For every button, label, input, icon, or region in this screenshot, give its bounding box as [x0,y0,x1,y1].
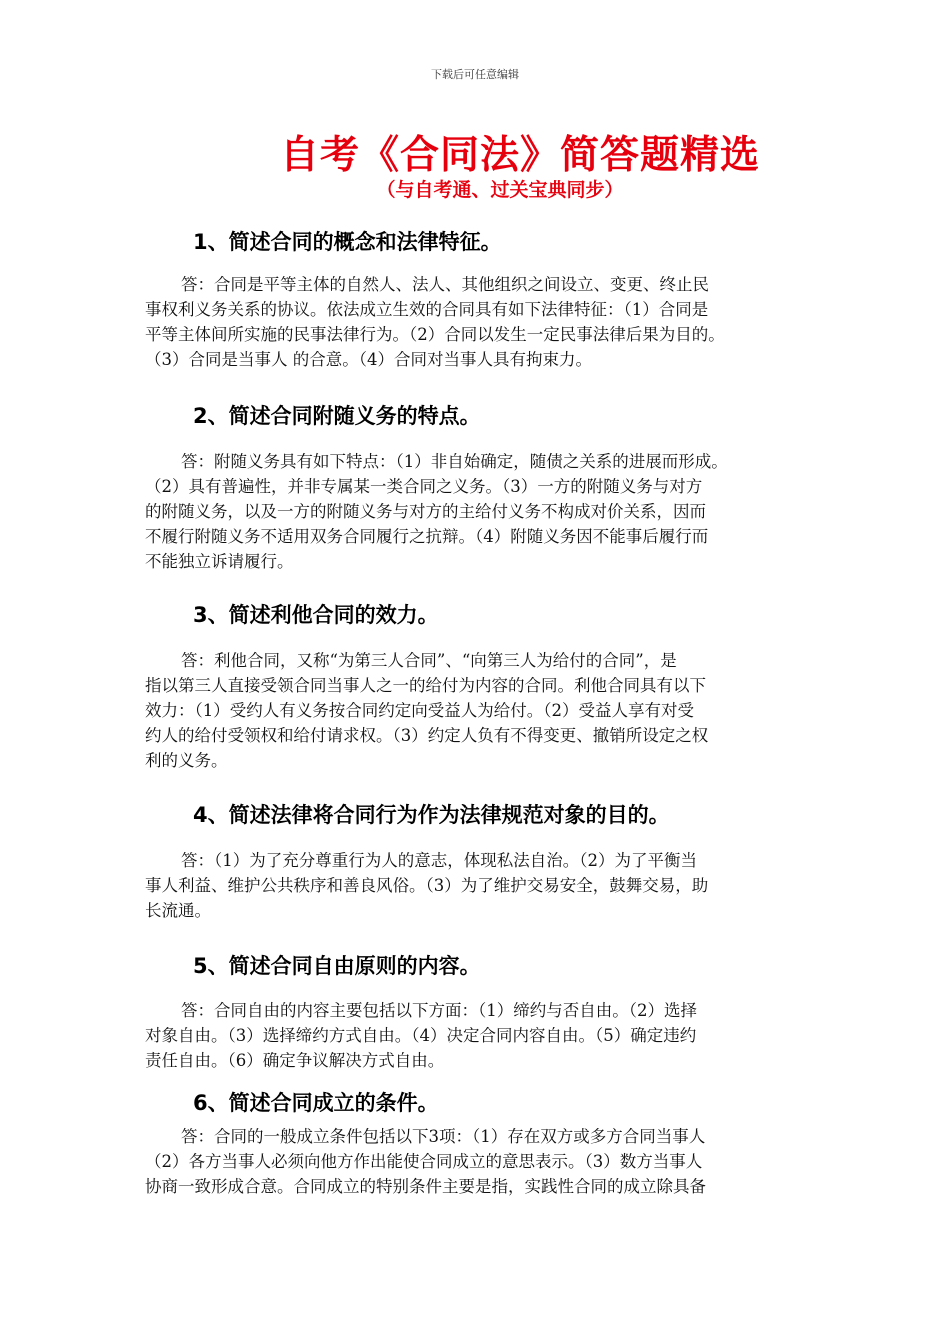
answer-1 [145,272,813,372]
question-heading-3: 3、简述利他合同的效力。 [193,603,439,627]
answer-line: 事人利益、维护公共秩序和善良风俗。（3）为了维护交易安全，鼓舞交易，助 [145,876,709,895]
question-heading-1: 1、简述合同的概念和法律特征。 [193,230,502,254]
answer-3 [145,648,813,773]
question-heading-4: 4、简述法律将合同行为作为法律规范对象的目的。 [193,803,670,827]
answer-line: 答：合同是平等主体的自然人、法人、其他组织之间设立、变更、终止民 [181,275,709,294]
answer-line: （2）具有普遍性，并非专属某一类合同之义务。（3）一方的附随义务与对方 [145,477,703,496]
answer-line: 责任自由。（6）确定争议解决方式自由。 [145,1051,445,1070]
answer-line: 的附随义务，以及一方的附随义务与对方的主给付义务不构成对价关系，因而 [145,502,706,521]
answer-2 [145,449,813,574]
answer-line: 不履行附随义务不适用双务合同履行之抗辩。（4）附随义务因不能事后履行而 [145,527,709,546]
answer-line: 利的义务。 [145,751,228,770]
document-subtitle: （与自考通、过关宝典同步） [376,179,624,201]
answer-line: 答：合同自由的内容主要包括以下方面：（1）缔约与否自由。（2）选择 [181,1001,697,1020]
answer-line: 效力：（1）受约人有义务按合同约定向受益人为给付。（2）受益人享有对受 [145,701,694,720]
answer-4 [145,848,813,923]
answer-5 [145,998,813,1073]
answer-line: 指以第三人直接受领合同当事人之一的给付为内容的合同。利他合同具有以下 [145,676,706,695]
answer-line: 协商一致形成合意。合同成立的特别条件主要是指，实践性合同的成立除具备 [145,1177,706,1196]
answer-line: （3）合同是当事人 的合意。（4）合同对当事人具有拘束力。 [145,350,592,369]
answer-6 [145,1124,813,1199]
answer-line: 不能独立诉请履行。 [145,552,294,571]
question-heading-2: 2、简述合同附随义务的特点。 [193,404,481,428]
header-note: 下载后可任意编辑 [431,68,519,81]
answer-line: 答：（1）为了充分尊重行为人的意志，体现私法自治。（2）为了平衡当 [181,851,697,870]
answer-line: （2）各方当事人必须向他方作出能使合同成立的意思表示。（3）数方当事人 [145,1152,703,1171]
question-heading-6: 6、简述合同成立的条件。 [193,1091,439,1115]
answer-line: 答：利他合同，又称“为第三人合同”、“向第三人为给付的合同”，是 [181,651,677,670]
answer-line: 对象自由。（3）选择缔约方式自由。（4）决定合同内容自由。（5）确定违约 [145,1026,697,1045]
answer-line: 平等主体间所实施的民事法律行为。（2）合同以发生一定民事法律后果为目的。 [145,325,725,344]
answer-line: 答：附随义务具有如下特点：（1）非自始确定，随债之关系的进展而形成。 [181,452,728,471]
answer-line: 事权利义务关系的协议。依法成立生效的合同具有如下法律特征：（1）合同是 [145,300,709,319]
question-heading-5: 5、简述合同自由原则的内容。 [193,954,481,978]
answer-line: 约人的给付受领权和给付请求权。（3）约定人负有不得变更、撤销所设定之权 [145,726,709,745]
answer-line: 长流通。 [145,901,211,920]
answer-line: 答：合同的一般成立条件包括以下3项：（1）存在双方或多方合同当事人 [181,1127,706,1146]
document-title: 自考《合同法》简答题精选 [279,133,760,178]
